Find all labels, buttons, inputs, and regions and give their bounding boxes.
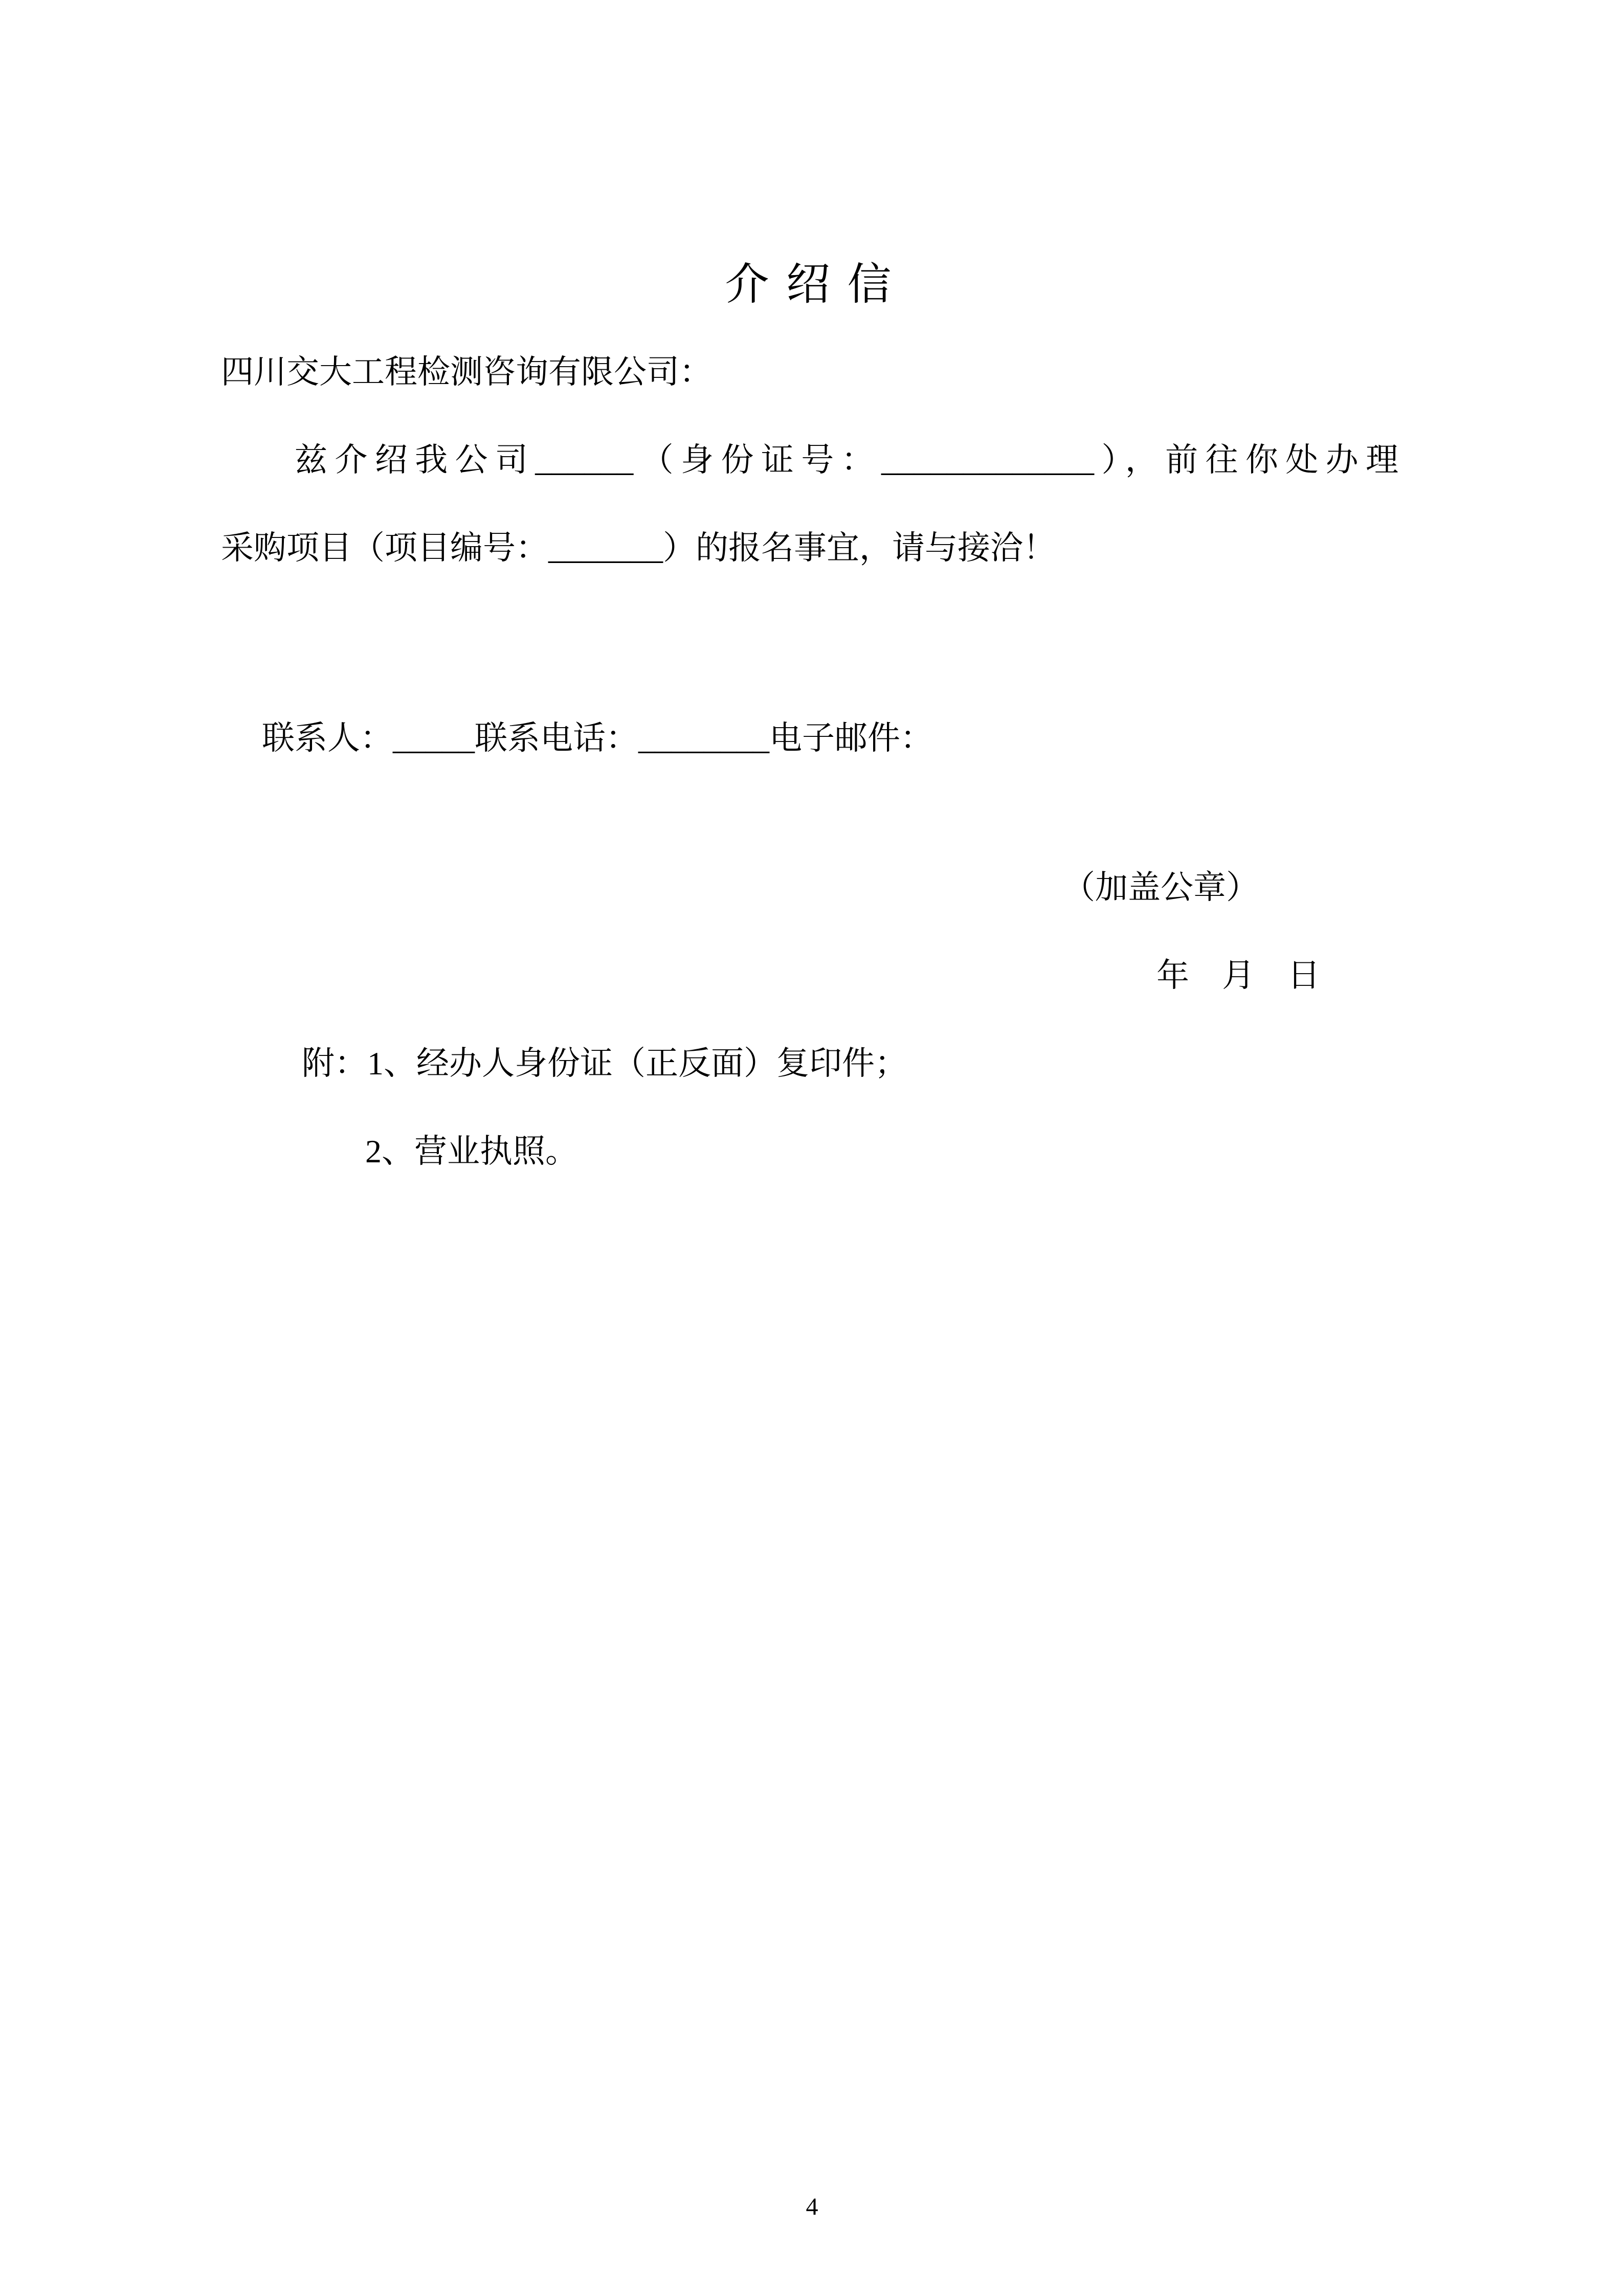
intro-line-1 [221, 416, 1398, 504]
id-number-label: （身份证号： [633, 442, 881, 478]
project-number-blank: _______ [548, 530, 663, 566]
contact-phone-blank: ________ [638, 720, 769, 756]
date-line: 年 月 日 [1156, 957, 1320, 994]
attachment-item-1: 附：1、经办人身份证（正反面）复印件； [302, 1045, 907, 1082]
intro-suffix-text: ），前往你处办理 [1094, 442, 1399, 478]
registration-text: ）的报名事宜，请与接洽！ [663, 530, 1056, 566]
contact-phone-label: 联系电话： [475, 720, 638, 756]
blank-line-spacer [221, 782, 1398, 844]
project-label-text: 采购项目（项目编号： [221, 530, 548, 566]
intro-line-2 [221, 504, 1398, 592]
seal-note: （加盖公章） [1062, 869, 1259, 906]
contact-line [221, 694, 1398, 782]
document-title: 介 绍 信 [725, 260, 895, 309]
id-number-blank: _____________ [881, 442, 1094, 478]
intro-prefix-text: 兹介绍我公司 [295, 442, 536, 478]
blank-line-spacer [221, 592, 1398, 694]
agent-name-blank: ______ [535, 442, 634, 478]
document-content [221, 240, 1398, 1196]
contact-name-blank: _____ [393, 720, 475, 756]
contact-email-label: 电子邮件： [769, 720, 933, 756]
salutation-line: 四川交大工程检测咨询有限公司： [221, 354, 712, 390]
attachment-item-2: 2、营业执照。 [365, 1133, 578, 1169]
page-number: 4 [806, 2193, 818, 2220]
contact-name-label: 联系人： [262, 720, 393, 756]
